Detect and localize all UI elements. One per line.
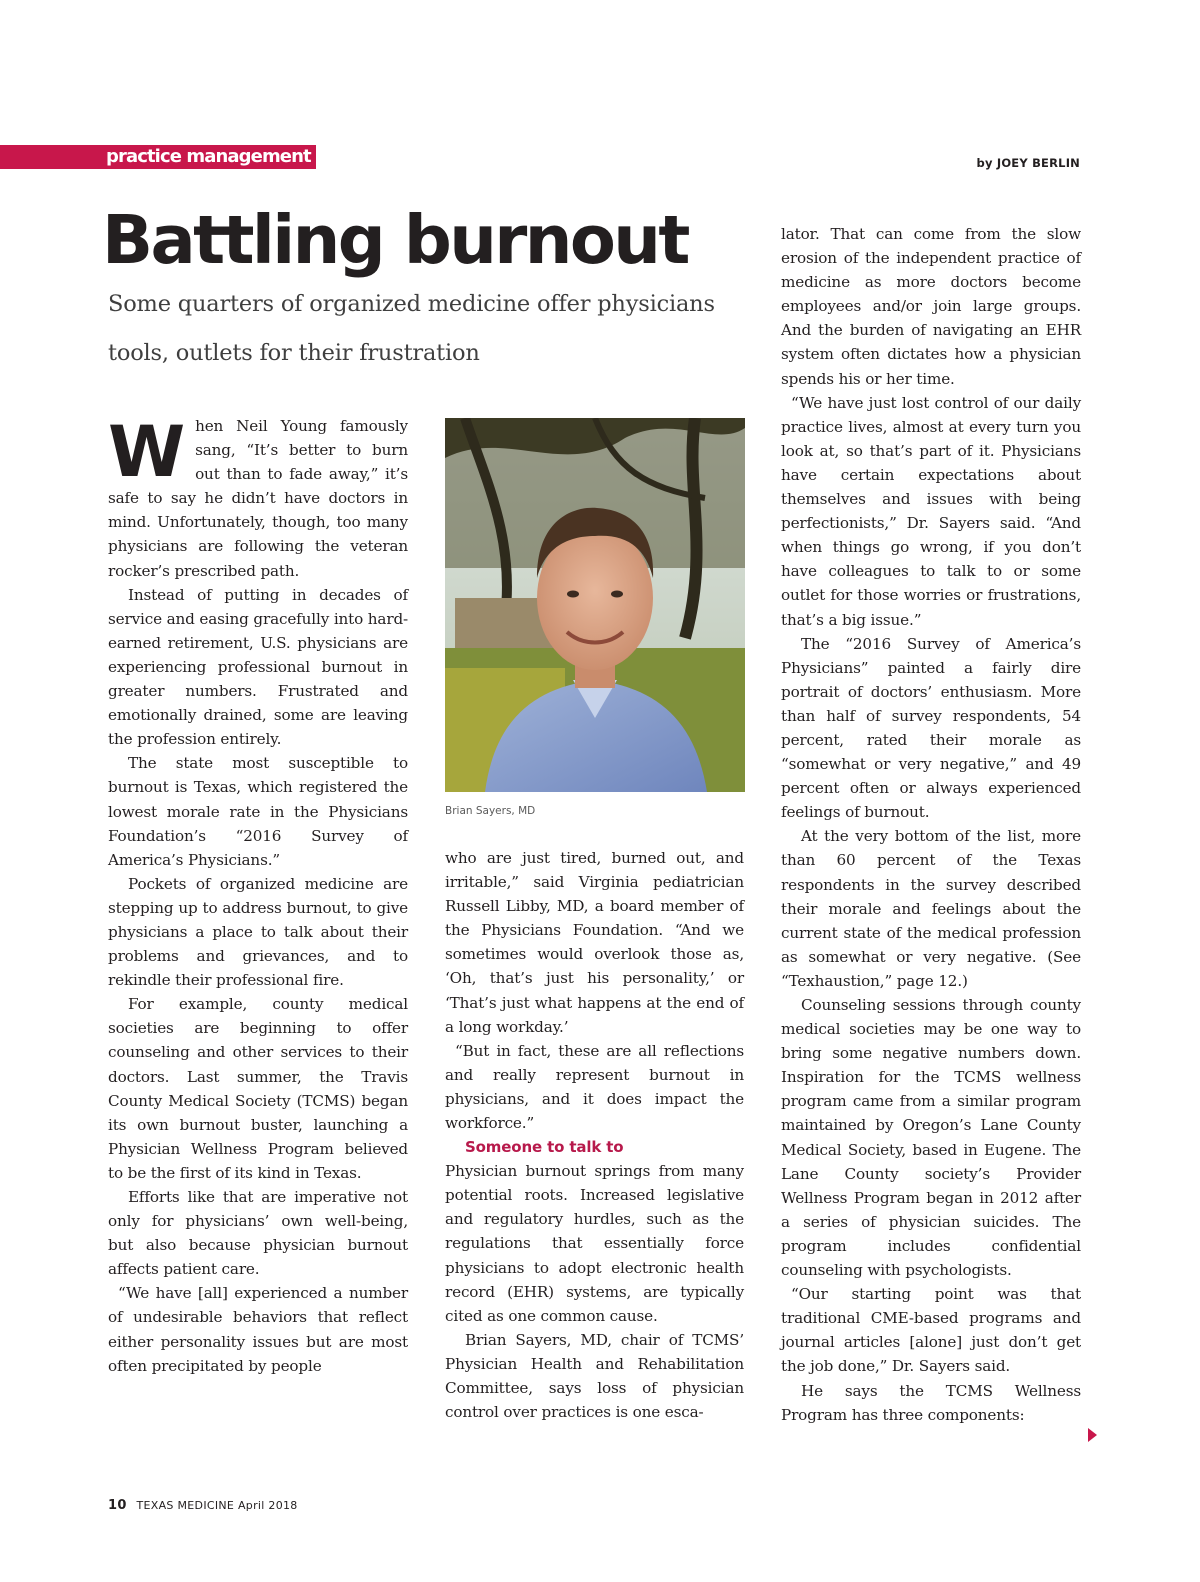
- paragraph: Pockets of organized medicine are stepping up to address burnout, to give physicians a place to talk about their problems and grievances, and to rekindle their professional fire.: [108, 874, 408, 990]
- dropcap: W: [108, 411, 186, 493]
- portrait-illustration: [445, 418, 745, 792]
- byline: by JOEY BERLIN: [976, 156, 1080, 170]
- photo-caption: Brian Sayers, MD: [445, 805, 536, 817]
- paragraph: “We have [all] experienced a number of undesirable behaviors that reflect either personality issues but are most often precipitated by people: [108, 1284, 408, 1375]
- paragraph-1: When Neil Young famously sang, “It’s better to burn out than to fade away,” it’s safe to say he didn’t have doctors in mind. Unfortunately, though, too many physicians are following the veteran rocker’s prescribed path.: [108, 411, 408, 580]
- photo-brian-sayers: [445, 418, 745, 792]
- publication-name: TEXAS MEDICINE: [136, 1499, 235, 1512]
- paragraph: Brian Sayers, MD, chair of TCMS’ Physician Health and Rehabilitation Committee, says loss of physician control over practices is one esca-: [445, 1330, 744, 1422]
- paragraph: Counseling sessions through county medical societies may be one way to bring some negative numbers down. Inspiration for the TCMS wellness program came from a similar program maintained by Oregon’s Lane County Medical Society, based in Eugene. The Lane County society’s Provider Wellness Program began in 2012 after a series of physician suicides. The program includes confidential counseling with psychologists.: [781, 996, 1081, 1280]
- paragraph: “But in fact, these are all reflections and really represent burnout in physicians, and it does impact the workforce.”: [445, 1041, 744, 1133]
- column-2: [445, 846, 744, 1424]
- paragraph: lator. That can come from the slow erosion of the independent practice of medicine as more doctors become employees and/or join large groups. And the burden of navigating an EHR system often dictates how a physician spends his or her time.: [781, 225, 1081, 388]
- paragraph: “Our starting point was that traditional CME-based programs and journal articles [alone] just don’t get the job done,” Dr. Sayers said.: [781, 1285, 1081, 1376]
- section-label: practice management: [106, 146, 311, 167]
- deck: Some quarters of organized medicine offer physicians tools, outlets for their frustration: [108, 291, 715, 366]
- continue-arrow-icon: [1088, 1428, 1097, 1442]
- paragraph: The “2016 Survey of America’s Physicians” painted a fairly dire portrait of doctors’ enthusiasm. More than half of survey respondents, 54 percent, rated their morale as “somewhat or very negative,” and 49 percent often or always experienced feelings of burnout.: [781, 634, 1081, 822]
- headline: Battling burnout: [102, 201, 688, 279]
- paragraph: He says the TCMS Wellness Program has three components:: [781, 1381, 1081, 1424]
- paragraph: Instead of putting in decades of service and easing gracefully into hard-earned retirement, U.S. physicians are experiencing professional burnout in greater numbers. Frustrated and emotionally drained, some are leaving the profession entirely.: [108, 585, 408, 749]
- paragraph: At the very bottom of the list, more than 60 percent of the Texas respondents in the survey described their morale and feelings about the current state of the medical profession as somewhat or very negative. (See “Texhaustion,” page 12.): [781, 827, 1081, 990]
- paragraph: who are just tired, burned out, and irritable,” said Virginia pediatrician Russell Libby, MD, a board member of the Physicians Foundation. “And we sometimes would overlook those as, ‘Oh, that’s just his personality,’ or ‘That’s just what happens at the end of a long workday.’: [445, 849, 744, 1036]
- paragraph: The state most susceptible to burnout is Texas, which registered the lowest morale rate in the Physicians Foundation’s “2016 Survey of America’s Physicians.”: [108, 754, 408, 869]
- paragraph: “We have just lost control of our daily practice lives, almost at every turn you look at, so that’s part of it. Physicians have certain expectations about themselves and issues with being perfectionists,” Dr. Sayers said. “And when things go wrong, if you don’t have colleagues to talk to or some outlet for those worries or frustrations, that’s a big issue.”: [781, 393, 1081, 629]
- paragraph: Efforts like that are imperative not only for physicians’ own well-being, but also because physician burnout affects patient care.: [108, 1188, 408, 1279]
- footer: [108, 1498, 298, 1513]
- paragraph: Physician burnout springs from many potential roots. Increased legislative and regulatory hurdles, such as the regulations that essentially force physicians to adopt electronic health record (EHR) systems, are typically cited as one common cause.: [445, 1162, 744, 1325]
- subhead: Someone to talk to: [465, 1138, 624, 1157]
- paragraph: For example, county medical societies are beginning to offer counseling and other services to their doctors. Last summer, the Travis County Medical Society (TCMS) began its own burnout buster, launching a Physician Wellness Program believed to be the first of its kind in Texas.: [108, 995, 408, 1182]
- column-1: [108, 411, 408, 1378]
- issue-date: April 2018: [237, 1499, 298, 1512]
- column-3: [781, 222, 1081, 1427]
- page-number: 10: [108, 1498, 127, 1513]
